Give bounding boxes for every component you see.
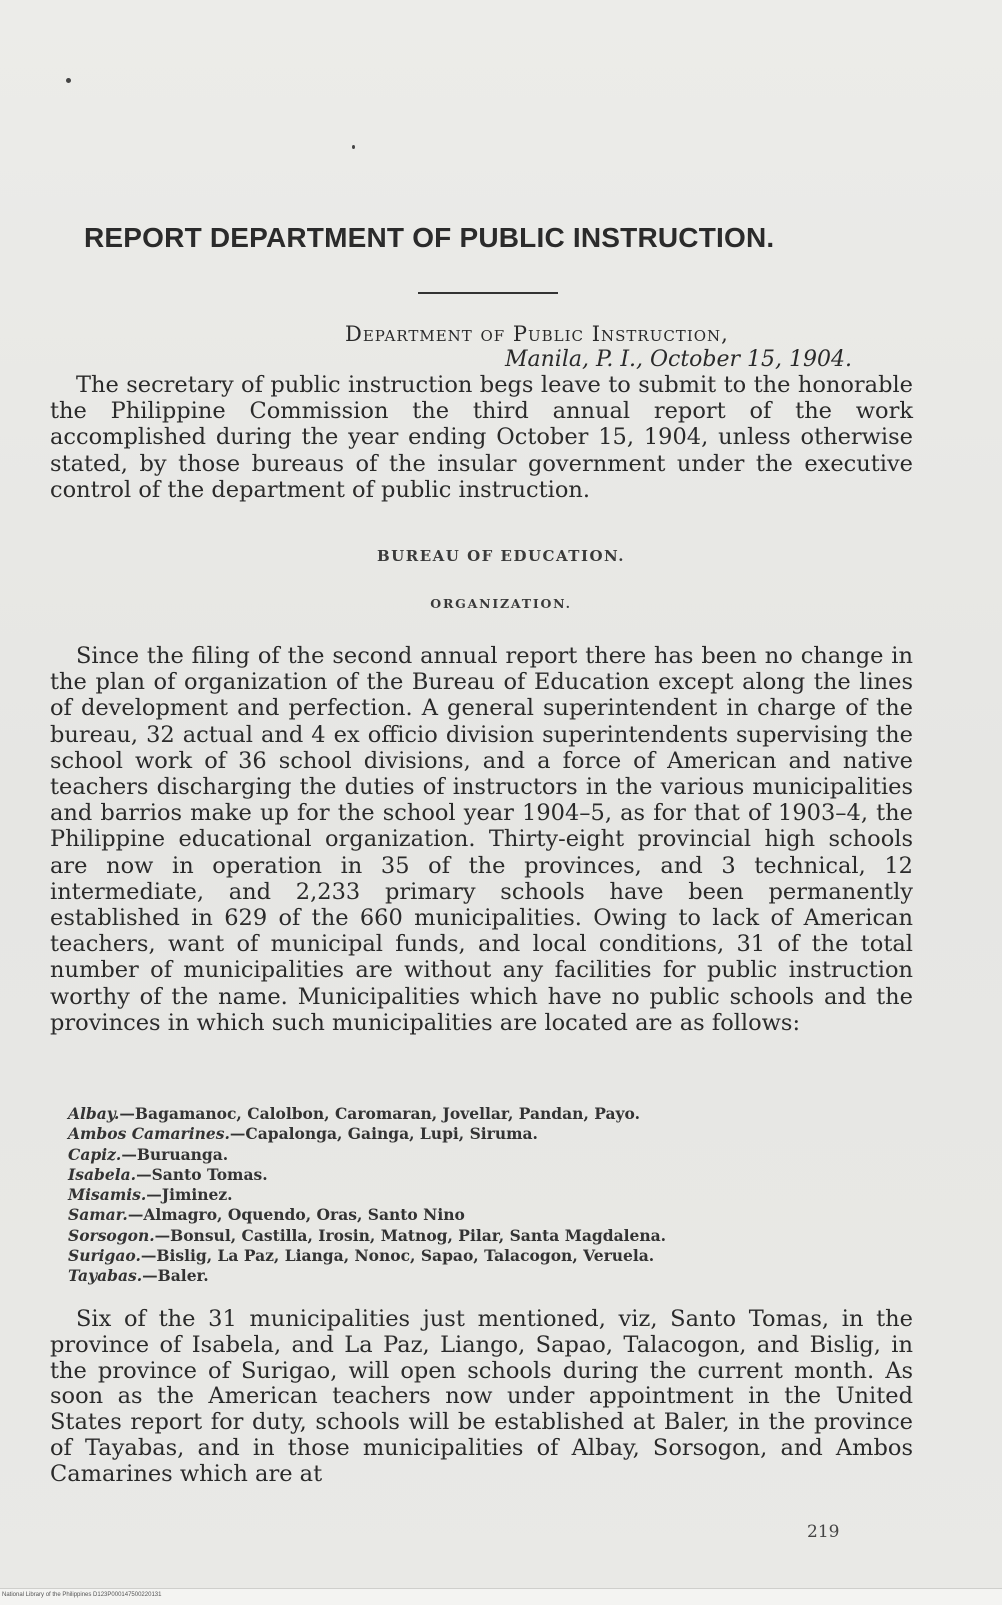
- list-item: [68, 1205, 918, 1225]
- department-heading: Department of Public Instruction,: [345, 322, 729, 346]
- province-name: Ambos Camarines.: [68, 1124, 230, 1144]
- page-title: REPORT DEPARTMENT OF PUBLIC INSTRUCTION.: [84, 222, 775, 253]
- closing-paragraph: [50, 1307, 913, 1488]
- province-name: Capiz.: [68, 1144, 122, 1164]
- municipality-names: —Buruanga.: [121, 1144, 229, 1164]
- list-item: [68, 1165, 918, 1185]
- organization-paragraph-text: Since the filing of the second annual report there has been no change in the plan of organization of the Bureau of Education except along the lines of development and perfection. A general superintendent in charge of the bureau, 32 actual and 4 ex officio division superintendents supervising the school work of 36 school divisions, and a force of American and native teachers discharging the duties of instructors in the various municipalities and barrios make up for the school year 1904–5, as for that of 1903–4, the Philippine educational organization. Thirty-eight provincial high schools are now in operation in 35 of the provinces, and 3 technical, 12 intermediate, and 2,233 primary schools have been permanently established in 629 of the 660 municipalities. Owing to lack of American teachers, want of municipal funds, and local conditions, 31 of the total number of municipalities are without any facilities for public instruction worthy of the name. Municipalities which have no public schools and the provinces in which such municipalities are located are as follows:: [50, 643, 913, 1036]
- province-name: Samar.: [68, 1205, 128, 1225]
- province-name: Surigao.: [68, 1246, 141, 1266]
- list-item: [68, 1246, 918, 1266]
- list-item: [68, 1124, 918, 1144]
- intro-paragraph: [50, 372, 913, 503]
- province-name: Misamis.: [68, 1185, 147, 1205]
- province-name: Tayabas.: [68, 1266, 143, 1286]
- list-item: [68, 1145, 918, 1165]
- province-name: Albay.: [68, 1104, 120, 1123]
- municipality-names: —Almagro, Oquendo, Oras, Santo Nino: [127, 1205, 465, 1225]
- organization-paragraph: [50, 643, 913, 1036]
- province-name: Isabela.: [68, 1164, 137, 1184]
- bureau-heading: BUREAU OF EDUCATION.: [376, 547, 626, 565]
- list-item: [68, 1104, 918, 1124]
- closing-paragraph-text: Six of the 31 municipalities just mentioned, viz, Santo Tomas, in the province of Isabela, and La Paz, Liango, Sapao, Talacogon, and Bislig, in the province of Surigao, will open schools during the current month. As soon as the American teachers now under appointment in the United States report for duty, schools will be established at Baler, in the province of Tayabas, and in those municipalities of Albay, Sorsogon, and Ambos Camarines which are at: [50, 1306, 913, 1487]
- municipality-names: —Capalonga, Gainga, Lupi, Siruma.: [229, 1124, 538, 1144]
- list-item: [68, 1226, 918, 1246]
- municipality-names: —Baler.: [142, 1266, 209, 1286]
- title-divider: [418, 292, 558, 294]
- municipality-names: —Bonsul, Castilla, Irosin, Matnog, Pilar, Santa Magdalena.: [154, 1225, 667, 1245]
- intro-paragraph-text: The secretary of public instruction begs leave to submit to the honorable the Philippine Commission the third annual report of the work accomplished during the year ending October 15, 1904, unless otherwise stated, by those bureaus of the insular government under the executive control of the department of public instruction.: [50, 372, 913, 503]
- municipality-names: —Bagamanoc, Calolbon, Caromaran, Jovellar, Pandan, Payo.: [119, 1104, 640, 1123]
- list-item: [68, 1185, 918, 1205]
- page-number: 219: [807, 1522, 840, 1542]
- municipality-list: [68, 1104, 918, 1287]
- list-item: [68, 1266, 918, 1286]
- scan-speck: [352, 145, 355, 149]
- organization-heading: ORGANIZATION.: [430, 596, 572, 611]
- scan-footer-text: National Library of the Philippines D123P000147500220131: [2, 1592, 162, 1598]
- scan-speck: [66, 78, 71, 83]
- dateline: Manila, P. I., October 15, 1904.: [505, 347, 853, 372]
- province-name: Sorsogon.: [68, 1225, 155, 1245]
- municipality-names: —Santo Tomas.: [136, 1164, 268, 1184]
- municipality-names: —Jiminez.: [146, 1185, 233, 1205]
- municipality-names: —Bislig, La Paz, Lianga, Nonoc, Sapao, Talacogon, Veruela.: [140, 1246, 655, 1266]
